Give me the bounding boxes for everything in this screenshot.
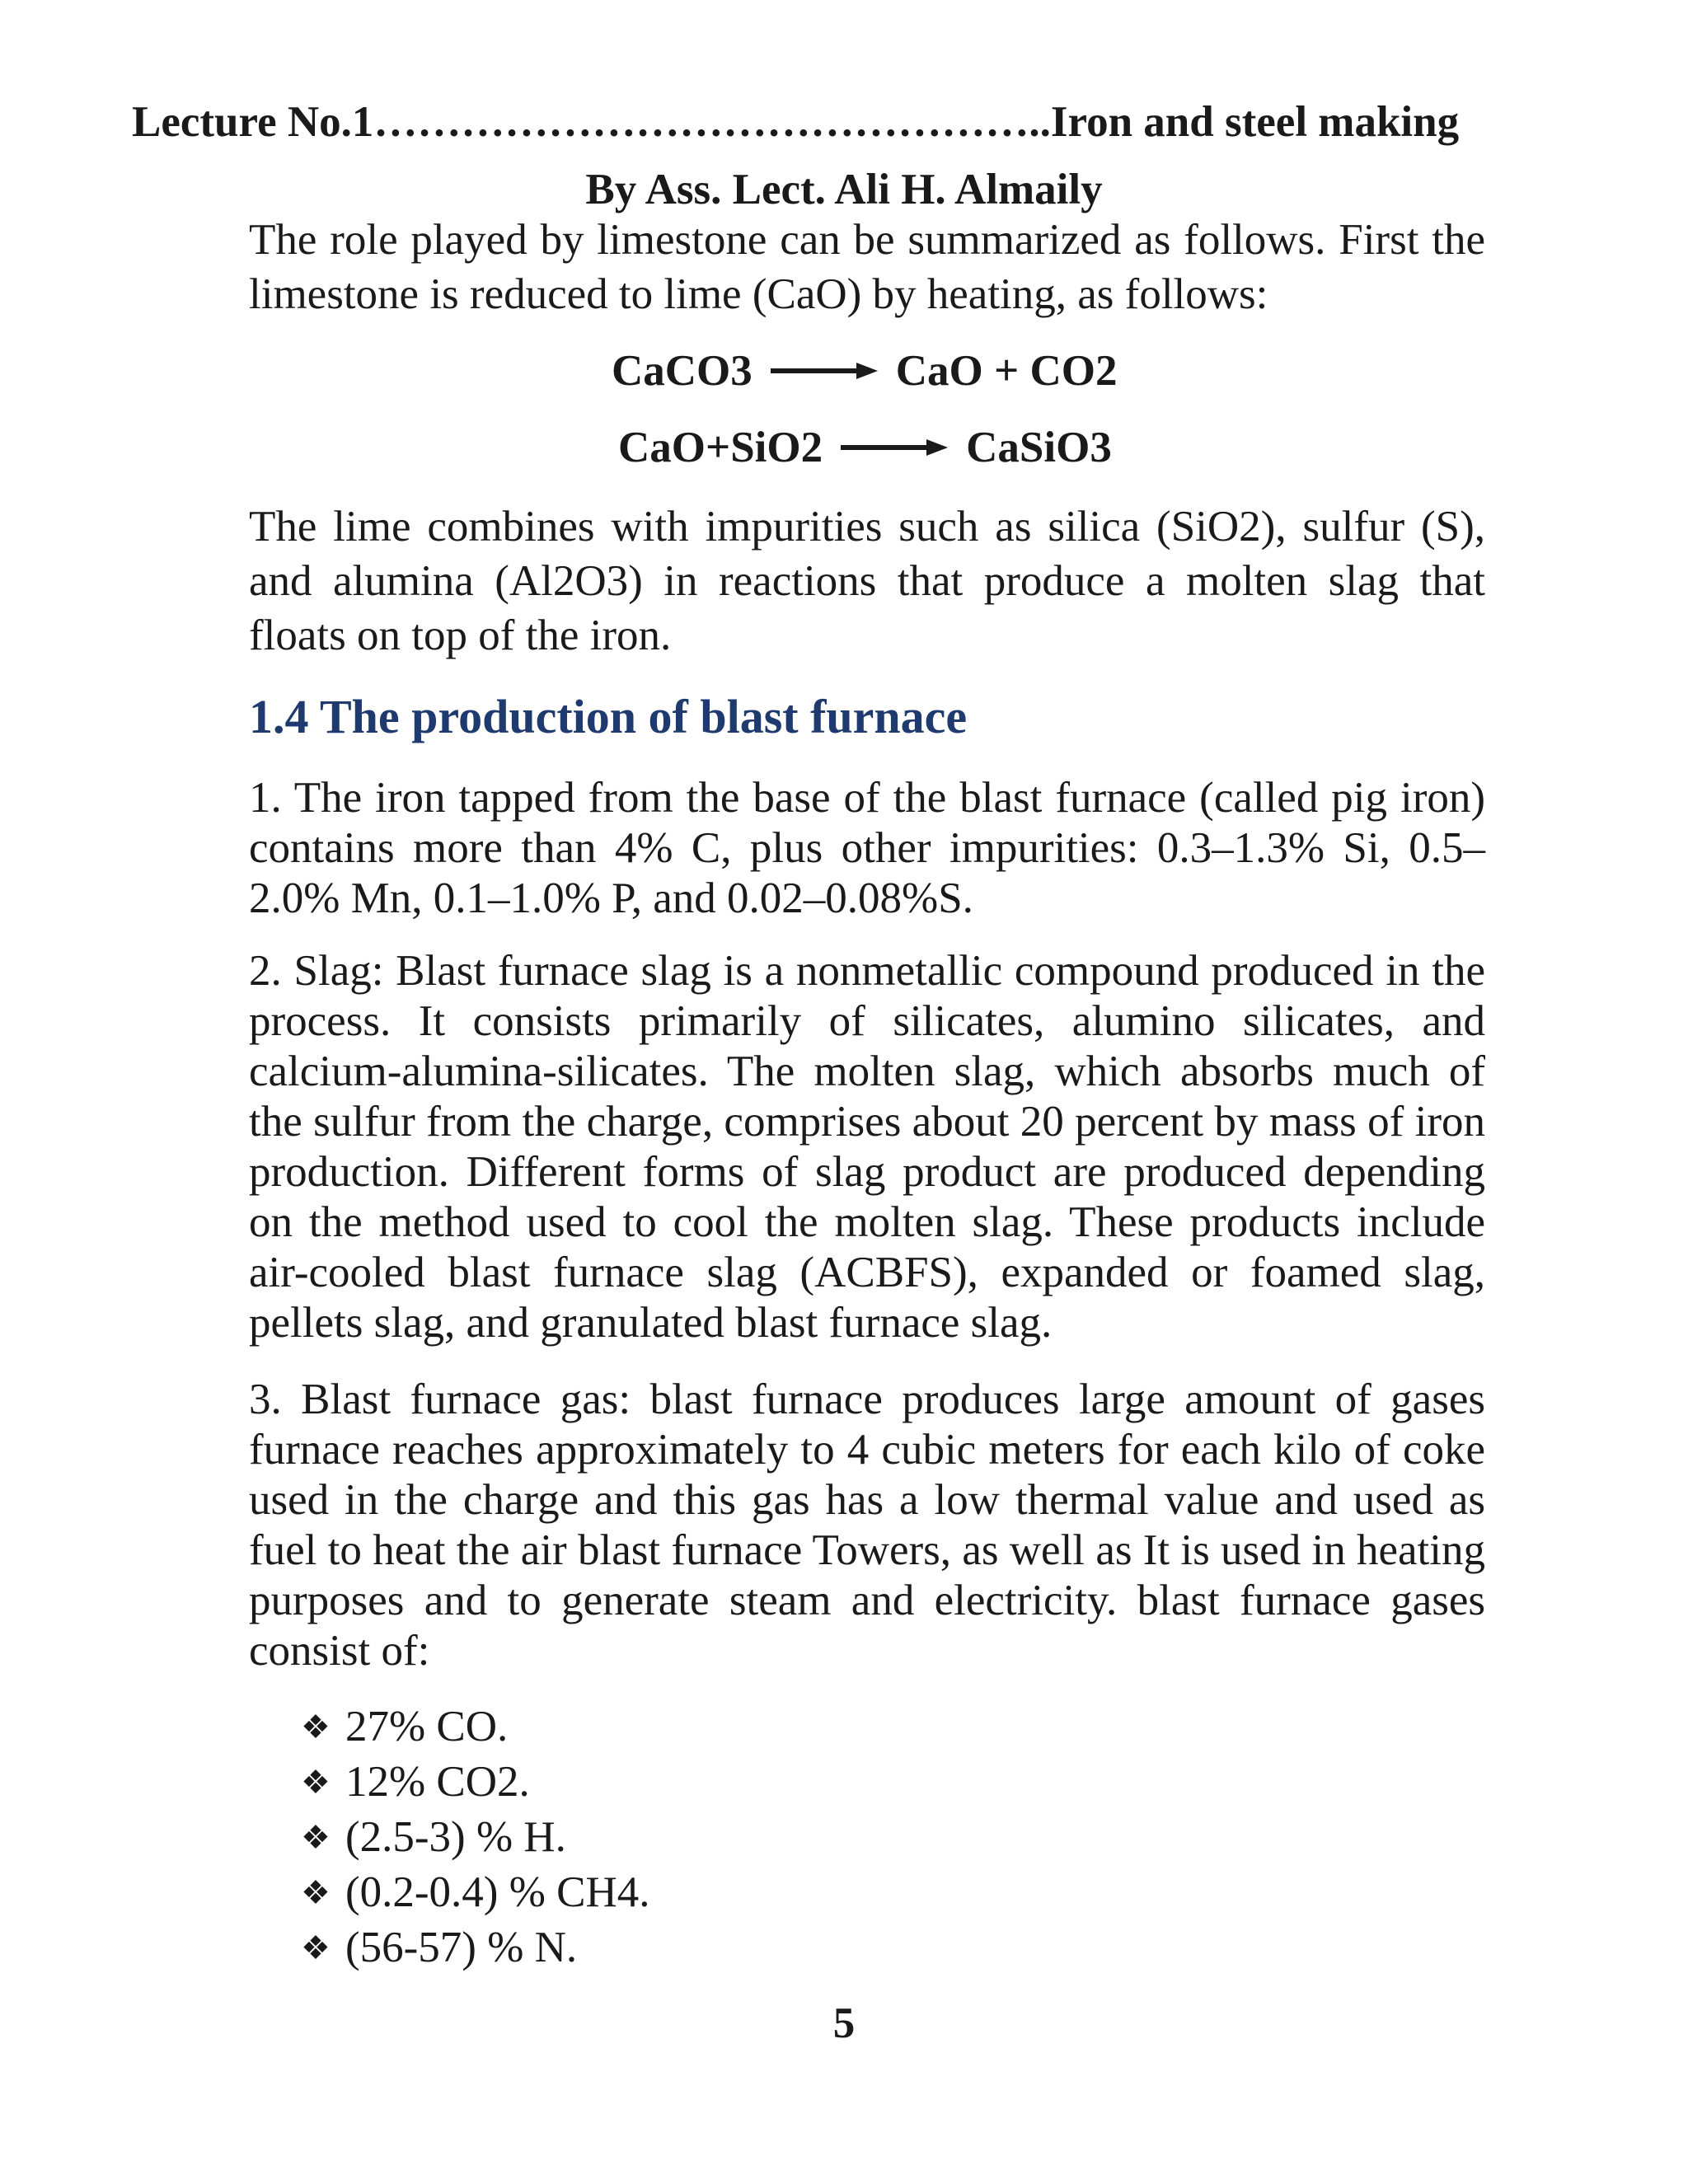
four-diamond-bullet-icon: ❖ [301,1874,331,1911]
list-item [301,1810,649,1865]
four-diamond-bullet-icon: ❖ [301,1764,331,1801]
list-item [301,1865,649,1920]
list-item [301,1755,649,1810]
item-slag: 2. Slag: Blast furnace slag is a nonmetallic compound produced in the process. It consists primarily of silicates, alumino silicates, and calcium-alumina-silicates. The molten slag, which absorbs much of the sulfur from the charge, comprises about 20 percent by mass of iron production. Different forms of slag product are produced depending on the method used to cool the molten slag. These products include air-cooled blast furnace slag (ACBFS), expanded or foamed slag, pellets slag, and granulated blast furnace slag. [249,947,1485,1347]
four-diamond-bullet-icon: ❖ [301,1708,331,1746]
gas-components-list [301,1699,649,1975]
list-item [301,1699,649,1755]
equation-2-products: CaSiO3 [966,424,1112,471]
equation-1-products: CaO + CO2 [895,347,1118,395]
gas-component-text: (2.5-3) % H. [345,1813,566,1861]
equation-1 [612,346,1117,396]
equation-2-reactants: CaO+SiO2 [618,424,823,471]
four-diamond-bullet-icon: ❖ [301,1819,331,1856]
four-diamond-bullet-icon: ❖ [301,1929,331,1966]
gas-component-text: 27% CO. [345,1703,509,1750]
item-blast-furnace-gas: 3. Blast furnace gas: blast furnace produces large amount of gases furnace reaches approximately to 4 cubic meters for each kilo of coke used in the charge and this gas has a low thermal value and used as fuel to heat the air blast furnace Towers, as well as It is used in heating purposes and to generate steam and electricity. blast furnace gases consist of: [249,1376,1485,1675]
intro-paragraph: The role played by limestone can be summarized as follows. First the limestone is reduced to lime (CaO) by heating, as follows: [249,216,1485,318]
lime-paragraph: The lime combines with impurities such as silica (SiO2), sulfur (S), and alumina (Al2O3) in reactions that produce a molten slag that floats on top of the iron. [249,503,1485,659]
gas-component-text: (56-57) % N. [345,1924,578,1971]
section-heading: 1.4 The production of blast furnace [249,690,968,743]
gas-component-text: 12% CO2. [345,1758,530,1806]
lecture-header: Lecture No.1………………………………………..Iron and steel making [132,98,1460,146]
page-number: 5 [832,1999,856,2047]
reaction-arrow-icon [841,438,948,457]
item-pig-iron: 1. The iron tapped from the base of the blast furnace (called pig iron) contains more than 4% C, plus other impurities: 0.3–1.3% Si, 0.5–2.0% Mn, 0.1–1.0% P, and 0.02–0.08%S. [249,774,1485,922]
list-item [301,1920,649,1975]
equation-2 [618,423,1112,472]
equation-1-reactants: CaCO3 [612,347,753,395]
gas-component-text: (0.2-0.4) % CH4. [345,1868,650,1916]
reaction-arrow-icon [771,361,878,381]
author-line: By Ass. Lect. Ali H. Almaily [585,166,1103,213]
